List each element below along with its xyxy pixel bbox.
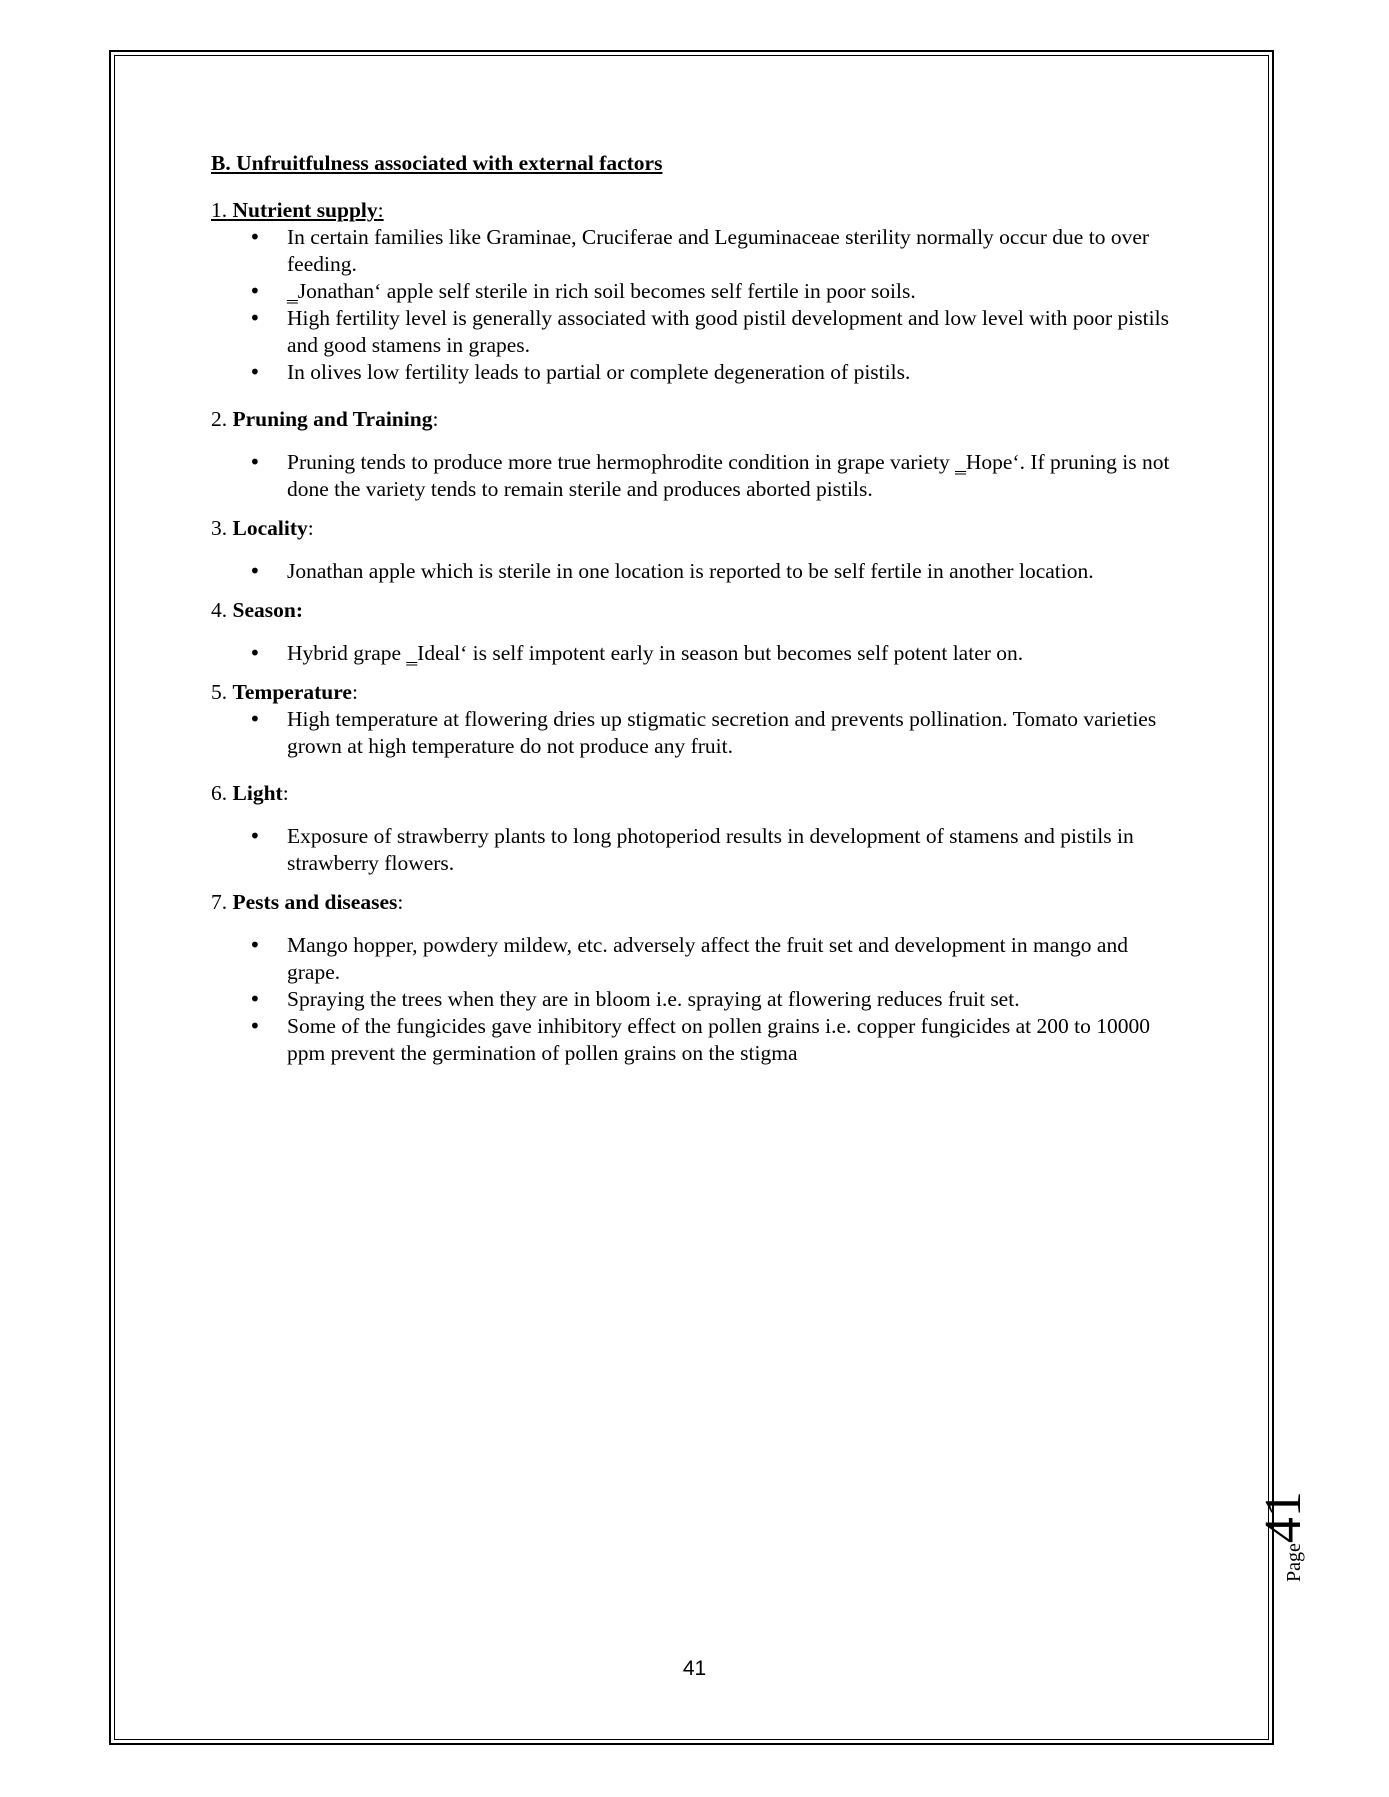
section-title-season: 4. Season:	[211, 598, 303, 622]
list-item: • In certain families like Graminae, Cruciferae and Leguminaceae sterility normally occur due to over feeding.	[211, 224, 1171, 278]
document-body	[211, 150, 1171, 1067]
list-temperature	[211, 706, 1171, 760]
list-item: • Hybrid grape ‗Ideal‘ is self impotent early in season but becomes self potent later on.	[211, 640, 1171, 667]
list-pruning	[211, 449, 1171, 503]
page-number: 41	[682, 1657, 707, 1680]
list-item: • Mango hopper, powdery mildew, etc. adversely affect the fruit set and development in mango and grape.	[211, 932, 1171, 986]
list-item: • Spraying the trees when they are in bloom i.e. spraying at flowering reduces fruit set.	[211, 986, 1171, 1013]
section-title-nutrient-supply: 1. Nutrient supply:	[211, 198, 384, 222]
list-item: • Pruning tends to produce more true hermophrodite condition in grape variety ‗Hope‘. If pruning is not done the variety tends to remain sterile and produces aborted pistils.	[211, 449, 1171, 503]
section-title-light: 6. Light:	[211, 781, 289, 805]
section-title-temperature: 5. Temperature:	[211, 680, 358, 704]
list-item: • In olives low fertility leads to partial or complete degeneration of pistils.	[211, 359, 1171, 386]
side-page-label: Page41	[1255, 1491, 1312, 1582]
list-locality	[211, 558, 1171, 585]
list-item: • Some of the fungicides gave inhibitory effect on pollen grains i.e. copper fungicides at 200 to 10000 ppm prevent the germination of pollen grains on the stigma	[211, 1013, 1171, 1067]
list-nutrient-supply	[211, 224, 1171, 386]
list-season	[211, 640, 1171, 667]
list-item: • Exposure of strawberry plants to long photoperiod results in development of stamens and pistils in strawberry flowers.	[211, 823, 1171, 877]
list-light	[211, 823, 1171, 877]
list-item: • High temperature at flowering dries up stigmatic secretion and prevents pollination. Tomato varieties grown at high temperature do not produce any fruit.	[211, 706, 1171, 760]
list-item: • Jonathan apple which is sterile in one location is reported to be self fertile in another location.	[211, 558, 1171, 585]
list-item: • ‗Jonathan‘ apple self sterile in rich soil becomes self fertile in poor soils.	[211, 278, 1171, 305]
section-title-locality: 3. Locality:	[211, 516, 314, 540]
list-item: • High fertility level is generally associated with good pistil development and low level with poor pistils and good stamens in grapes.	[211, 305, 1171, 359]
section-heading: B. Unfruitfulness associated with external factors	[211, 151, 663, 175]
section-title-pruning: 2. Pruning and Training:	[211, 407, 439, 431]
list-pests-diseases	[211, 932, 1171, 1067]
section-title-pests-diseases: 7. Pests and diseases:	[211, 890, 404, 914]
